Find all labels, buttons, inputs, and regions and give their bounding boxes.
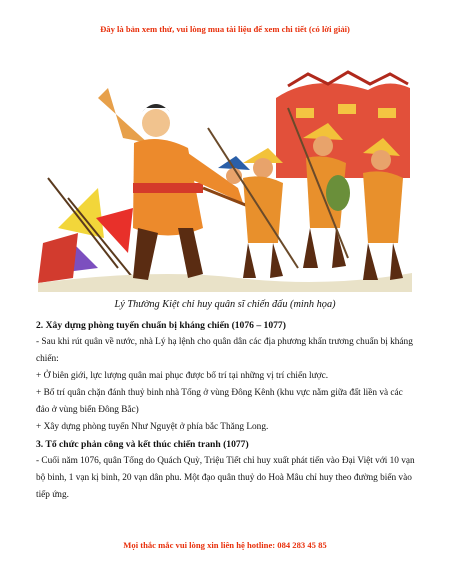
battle-illustration — [38, 68, 412, 292]
preview-notice: Đây là bản xem thử, vui lòng mua tài liệu để xem chi tiết (có lời giải) — [100, 24, 350, 34]
lesson-content — [36, 317, 418, 504]
section3-paragraph: - Cuối năm 1076, quân Tống do Quách Quỳ, Triệu Tiết chỉ huy xuất phát tiến vào Đại Việt với 10 vạn bộ binh, 1 vạn kị binh, 20 vạn dân phu. Một đạo quân thuỷ do Hoà Mâu chỉ huy theo đường biển vào tiếp ứng. — [36, 456, 415, 500]
hotline-notice: Mọi thắc mắc vui lòng xin liên hệ hotline: 084 283 45 85 — [123, 540, 327, 550]
section2-bullet-1: + Ở biên giới, lực lượng quân mai phục được bố trí tại những vị trí chiến lược. — [36, 371, 329, 381]
illustration-caption: Lý Thường Kiệt chỉ huy quân sĩ chiến đấu (minh họa) — [114, 299, 336, 310]
section2-bullet-2: + Bố trí quân chặn đánh thuỷ binh nhà Tống ở vùng Đông Kênh (khu vực nằm giữa đất liền và các đảo ở vùng biển Đông Bắc) — [36, 388, 403, 415]
section2-bullet-3: + Xây dựng phòng tuyến Như Nguyệt ở phía bắc Thăng Long. — [36, 422, 269, 432]
section2-intro: - Sau khi rút quân về nước, nhà Lý hạ lệnh cho quân dân các địa phương khẩn trương chuẩn bị kháng chiến: — [36, 337, 413, 364]
section2-heading: 2. Xây dựng phòng tuyến chuẩn bị kháng chiến (1076 – 1077) — [36, 320, 286, 331]
section3-heading: 3. Tổ chức phản công và kết thúc chiến tranh (1077) — [36, 439, 249, 450]
